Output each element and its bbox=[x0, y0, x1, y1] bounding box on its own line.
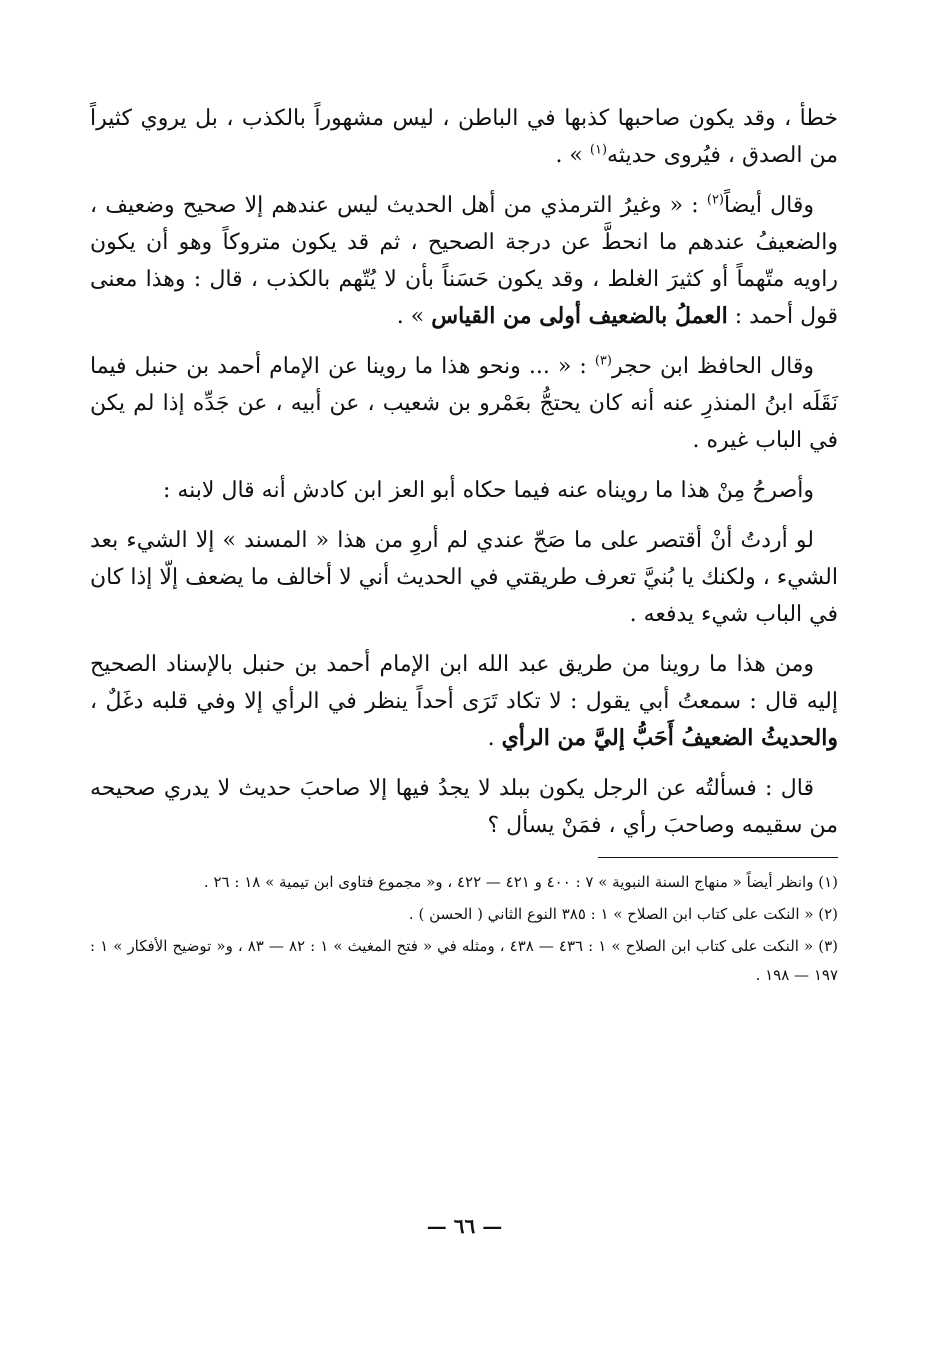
paragraph-7 bbox=[90, 770, 838, 844]
bold-quote: العملُ بالضعيف أولى من القياس bbox=[431, 303, 728, 329]
paragraph-text: قال : فسألتُه عن الرجل يكون ببلد لا يجدُ فيها إلا صاحبَ حديث لا يدري صحيحه من سقيمه وصاحبَ رأي ، فمَنْ يسأل ؟ bbox=[90, 776, 838, 838]
paragraph-4 bbox=[90, 472, 838, 509]
footnote-ref-1[interactable]: (١) bbox=[589, 142, 608, 158]
paragraph-text: ومن هذا ما روينا من طريق عبد الله ابن الإمام أحمد بن حنبل بالإسناد الصحيح إليه قال : سمعتُ أبي يقول : لا تكاد تَرَى أحداً ينظر في الرأي إلا وفي قلبه دغَلٌ ، bbox=[90, 652, 838, 714]
footnote-ref-2[interactable]: (٢) bbox=[706, 192, 724, 208]
paragraph-text: لو أردتُ أنْ أقتصر على ما صَحّ عندي لم أروِ من هذا « المسند » إلا الشيء بعد الشيء ، ولكنك يا بُنيَّ تعرف طريقتي في الحديث أني لا أخالف ما يضعف إلّا إذا كان في الباب شيء يدفعه . bbox=[90, 528, 838, 627]
paragraph-text: وقال أيضاً bbox=[724, 193, 814, 218]
footnote-3: (٣) « النكت على كتاب ابن الصلاح » ١ : ٤٣٦ — ٤٣٨ ، ومثله في « فتح المغيث » ١ : ٨٢ — ٨٣ ، و« توضيح الأفكار » ١ : ١٩٧ — ١٩٨ . bbox=[90, 937, 838, 984]
bold-quote: والحديثُ الضعيفُ أَحَبُّ إليَّ من الرأي bbox=[501, 725, 838, 751]
footnote-ref-3[interactable]: (٣) bbox=[594, 353, 612, 369]
footnote-1: (١) وانظر أيضاً « منهاج السنة النبوية » ٧ : ٤٠٠ و ٤٢١ — ٤٢٢ ، و« مجموع فتاوى ابن تيمية » ١٨ : ٢٦ . bbox=[203, 873, 838, 891]
paragraph-tail: . bbox=[487, 726, 502, 751]
paragraph-tail: » . bbox=[555, 143, 590, 168]
footnote-separator bbox=[598, 857, 838, 858]
paragraph-3 bbox=[90, 348, 838, 459]
page-body bbox=[90, 100, 838, 993]
paragraph-5 bbox=[90, 522, 838, 633]
paragraph-text: : « ... ونحو هذا ما روينا عن الإمام أحمد بن حنبل فيما نَقَلَه ابنُ المنذرِ عنه أنه كان يحتجُّ بعَمْرو بن شعيب ، عن أبيه ، عن جَدِّه إذا لم يكن في الباب غيره . bbox=[90, 354, 838, 453]
paragraph-text: وأصرحُ مِنْ هذا ما رويناه عنه فيما حكاه أبو العز ابن كادش أنه قال لابنه : bbox=[162, 478, 814, 503]
paragraph-2 bbox=[90, 187, 838, 335]
paragraph-text: وقال الحافظ ابن حجر bbox=[611, 354, 814, 379]
footnote-2: (٢) « النكت على كتاب ابن الصلاح » ١ : ٣٨٥ النوع الثاني ( الحسن ) . bbox=[408, 905, 838, 923]
paragraph-6 bbox=[90, 646, 838, 757]
page-number: — ٦٦ — bbox=[426, 1214, 503, 1238]
paragraph-text: خطأ ، وقد يكون صاحبها كذبها في الباطن ، ليس مشهوراً بالكذب ، بل يروي كثيراً من الصدق ، فيُروى حديثه bbox=[90, 106, 838, 168]
paragraph-1 bbox=[90, 100, 838, 174]
paragraph-tail: » . bbox=[396, 304, 432, 329]
paragraph-text: : « وغيرُ الترمذي من أهل الحديث ليس عندهم إلا صحيح وضعيف ، والضعيفُ عندهم ما انحطَّ عن درجة الصحيح ، ثم قد يكون متروكاً وهو أن يكون راويه متّهماً أو كثيرَ الغلط ، وقد يكون حَسَناً بأن لا يُتّهم بالكذب ، قال : وهذا معنى قول أحمد : bbox=[90, 193, 838, 329]
